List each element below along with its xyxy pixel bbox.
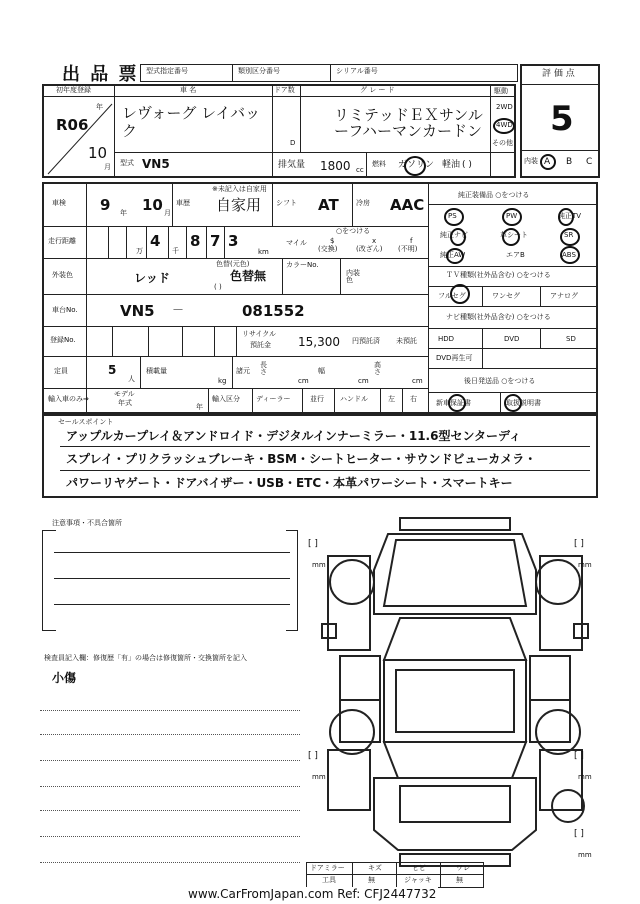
later-title: 後日発送品 ○をつける [464,377,536,385]
equip-pw: PW [506,212,518,220]
class-label: 類別区分番号 [238,67,280,75]
model-label: 型式 [120,159,134,167]
color-change-value: 色替無 [230,269,267,283]
chassis-prefix: VN5 [120,302,155,320]
mileage-label: 走行距離 [48,237,76,245]
displacement-label: 排気量 [278,160,306,170]
type-cert-label: 型式指定番号 [146,67,188,75]
reg-no-label: 登録No. [50,336,76,344]
capacity-value: 5 [108,363,117,377]
usage-value: 自家用 [216,196,262,214]
drive-4wd: 4WD [496,121,513,129]
equip-tv: 純正TV [558,212,582,220]
usage-label: 車歴 [176,199,190,207]
interior-color-label: 内装色 [346,269,360,284]
equip-leather: 革シート [500,231,528,239]
sales-point-line3: パワーリヤゲート・ドアバイザー・USB・ETC・本革パワーシート・スマートキー [66,476,513,490]
first-reg-label: 初年度登録 [56,86,91,94]
ac-label: 冷房 [356,199,370,207]
bracket-rr: [ ] [574,751,584,761]
mileage-d1: 4 [150,232,161,250]
bracket-rl: [ ] [308,751,318,761]
equipment-title: 純正装備品 ○をつける [458,191,530,199]
grade-label: グ レ ー ド [360,86,395,94]
mileage-d4: 3 [228,232,239,250]
chassis-number: 081552 [242,302,305,320]
car-name-line2: ク [122,122,138,140]
chassis-label: 車台No. [52,306,78,314]
tv-fullseg: フルセグ [438,292,466,300]
car-name-label: 車 名 [180,86,197,94]
watermark: www.CarFromJapan.com Ref: CFJ2447732 [188,887,437,901]
equip-sr: SR [564,231,574,239]
shift-value: AT [318,196,339,214]
sheet-title: 出 品 票 [62,64,139,85]
caution-label: 注意事項・不具合箇所 [52,519,122,527]
ac-value: AAC [390,196,425,214]
serial-label: シリアル番号 [336,67,378,75]
fuel-label: 燃料 [372,160,386,168]
grade-line2: ーフハーマンカードン [334,122,483,140]
inspector-value: 小傷 [52,671,77,685]
inspection-label: 車検 [52,199,66,207]
inspector-label: 検査員記入欄：修復歴「有」の場合は修復箇所・交換箇所を記入 [44,654,247,662]
sales-point-label: セールスポイント [58,418,114,426]
navi-title: ナビ種類(社外品含む) ○をつける [446,313,551,321]
mile-label: マイル [286,239,307,247]
equip-ps: PS [448,212,457,220]
color-label: 外装色 [52,271,73,279]
grade-line1: リミテッドＥＸサンル [334,106,483,124]
caution-box [42,530,298,630]
equip-airbag: エアB [506,251,525,259]
bracket-fl: [ ] [308,539,318,549]
inspection-month: 10 [142,196,163,214]
equip-abs: ABS [562,251,576,259]
car-name-line1: レヴォーグ レイバッ [122,104,261,122]
interior-label: 内装 [524,157,538,165]
sales-point-line1: アップルカープレイ＆アンドロイド・デジタルインナーミラー・11.6型センターディ [66,429,522,443]
interior-c: C [586,157,593,167]
bracket-spare: [ ] [574,829,584,839]
interior-a: A [544,157,551,167]
fuel-gasoline: ガソリン [398,160,435,170]
shift-label: シフト [276,199,297,207]
first-reg-year: R06 [56,116,89,134]
score-value: 5 [550,99,574,139]
mileage-d2: 8 [190,232,201,250]
equip-navi: 純正ナビ [440,231,468,239]
model-value: VN5 [142,157,170,171]
color-value: レッド [134,271,170,285]
mileage-d3: 7 [210,232,221,250]
sales-point-line2: スプレイ・プリクラッシュブレーキ・BSM・シートヒーター・サウンドビューカメラ・ [66,452,537,466]
car-damage-diagram [300,510,610,870]
displacement-value: 1800 [320,159,351,173]
score-label: 評 価 点 [542,69,575,79]
import-label: 輸入車のみ⇒ [48,395,89,403]
color-no-label: カラーNo. [286,261,319,269]
later-manual: 取扱説明書 [506,399,541,407]
doors-label: ドア数 [274,86,295,94]
recycle-deposit: 15,300 [298,335,340,349]
header-code-row [140,64,518,82]
interior-b: B [566,157,573,167]
inspection-year: 9 [100,196,111,214]
drive-label: 駆動 [494,87,508,95]
tv-title: ＴＶ種類(社外品含む) ○をつける [446,271,551,279]
capacity-label: 定員 [54,367,68,375]
later-warranty: 新車保証書 [436,399,471,407]
bracket-fr: [ ] [574,539,584,549]
equip-aw: 純正AW [440,251,466,259]
first-reg-month: 10 [88,144,108,162]
